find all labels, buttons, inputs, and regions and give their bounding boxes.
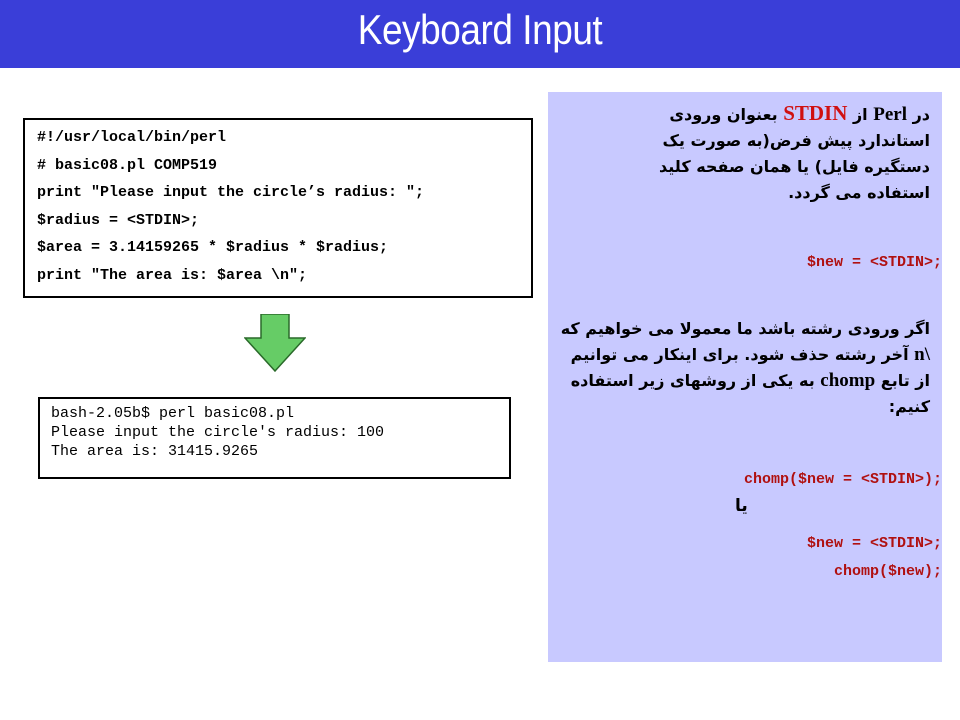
text-fragment: در (907, 105, 930, 124)
output-line: Please input the circle's radius: 100 (51, 424, 385, 441)
or-text: یا (735, 496, 748, 516)
perl-term: Perl (873, 104, 907, 125)
output-line: The area is: 31415.9265 (51, 443, 259, 460)
text-fragment: به یکی از روشهای زیر استفاده کنیم: (570, 371, 930, 416)
chomp-example-1: chomp($new = <STDIN>); (743, 471, 942, 488)
stdin-example: $new = <STDIN>; (806, 254, 942, 271)
stdin-description (600, 100, 930, 206)
down-arrow-icon (244, 314, 306, 372)
perl-code-box (23, 118, 533, 298)
code-line: # basic08.pl COMP519 (37, 156, 218, 174)
terminal-output-box (38, 397, 511, 479)
text-fragment: از (847, 105, 874, 124)
chomp-description (560, 316, 930, 420)
slide-title: Keyboard Input (357, 6, 603, 53)
code-line: $radius = <STDIN>; (37, 211, 200, 229)
code-line: #!/usr/local/bin/perl (37, 129, 227, 146)
output-line: bash-2.05b$ perl basic08.pl (51, 405, 295, 422)
text-fragment: اگر ورودی رشته باشد ما معمولا می خواهیم که (560, 319, 930, 338)
chomp-example-2b: chomp($new); (833, 563, 942, 580)
text-fragment: آخر رشته حذف شود. برای اینکار می توانیم از تابع (570, 345, 930, 390)
code-line: print "Please input the circle’s radius: "; (37, 184, 425, 201)
title-bar (0, 0, 960, 68)
text-fragment: بعنوان ورودی استاندارد پیش فرض(به صورت یک دستگیره فایل) یا همان صفحه کلید استفاده می گردد. (659, 105, 930, 202)
code-line: print "The area is: $area \n"; (37, 266, 308, 284)
stdin-term: STDIN (783, 101, 848, 125)
chomp-term: chomp (820, 370, 876, 391)
code-line: $area = 3.14159265 * $radius * $radius; (37, 239, 389, 256)
chomp-example-2a: $new = <STDIN>; (806, 535, 942, 552)
newline-term: \n (914, 344, 930, 365)
